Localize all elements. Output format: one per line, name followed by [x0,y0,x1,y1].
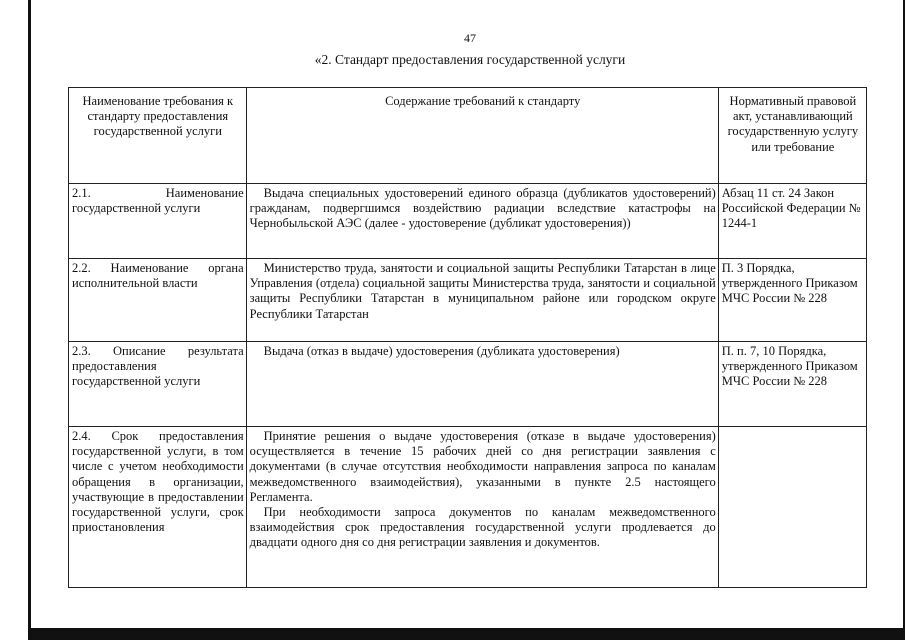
section-title: «2. Стандарт предоставления государственной услуги [314,52,626,67]
row-requirement-content [246,427,718,588]
scan-border-left [28,0,31,628]
header-legal-act: Нормативный правовой акт, устанавливающий государственную услугу или требование [718,88,866,184]
row-requirement-content: Министерство труда, занятости и социальной защиты Республики Татарстан в лице Управления (отдела) социальной защиты Министерства труда, занятости и социальной защиты Республики Татарстан в муниципальном районе или городском округе Республики Татарстан [246,259,718,342]
page-number: 47 [464,31,476,45]
row-requirement-name: 2.3. Описание результата предоставления государственной услуги [69,342,247,427]
standard-table [68,87,867,588]
content-paragraph: При необходимости запроса документов по каналам межведомственного взаимодействия срок предоставления государственной услуги продлевается до двадцати одного дня со дня регистрации заявления и документов. [249,505,716,550]
table-row [69,342,867,427]
row-requirement-content: Выдача специальных удостоверений единого образца (дубликатов удостоверений) гражданам, подвергшимся воздействию радиации вследствие катастрофы на Чернобыльской АЭС (далее - удостоверение (дубликат удостоверения)) [246,184,718,259]
scan-border-bottom [28,628,905,640]
row-requirement-name: 2.4. Срок предоставления государственной услуги, в том числе с учетом необходимости обращения в организации, участвующие в предоставлении государственной услуги, срок приостановления [69,427,247,588]
header-requirement-content: Содержание требований к стандарту [246,88,718,184]
table-header-row [69,88,867,184]
content-paragraph: Принятие решения о выдаче удостоверения (отказе в выдаче удостоверения) осуществляется в течение 15 рабочих дней со дня регистрации заявления с документами (в случае отсутствия необходимости направления запроса по каналам межведомственного взаимодействия), указанными в пункте 2.5 настоящего Регламента. [249,429,716,504]
row-legal-act: П. п. 7, 10 Порядка, утвержденного Приказом МЧС России № 228 [718,342,866,427]
row-legal-act: Абзац 11 ст. 24 Закон Российской Федерации № 1244-1 [718,184,866,259]
table-row [69,184,867,259]
row-requirement-name: 2.1. Наименование государственной услуги [69,184,247,259]
table-row [69,427,867,588]
row-legal-act [718,427,866,588]
row-requirement-content: Выдача (отказ в выдаче) удостоверения (дубликата удостоверения) [246,342,718,427]
row-requirement-name: 2.2. Наименование органа исполнительной власти [69,259,247,342]
table-row [69,259,867,342]
row-legal-act: П. 3 Порядка, утвержденного Приказом МЧС России № 228 [718,259,866,342]
header-requirement-name: Наименование требования к стандарту предоставления государственной услуги [69,88,247,184]
